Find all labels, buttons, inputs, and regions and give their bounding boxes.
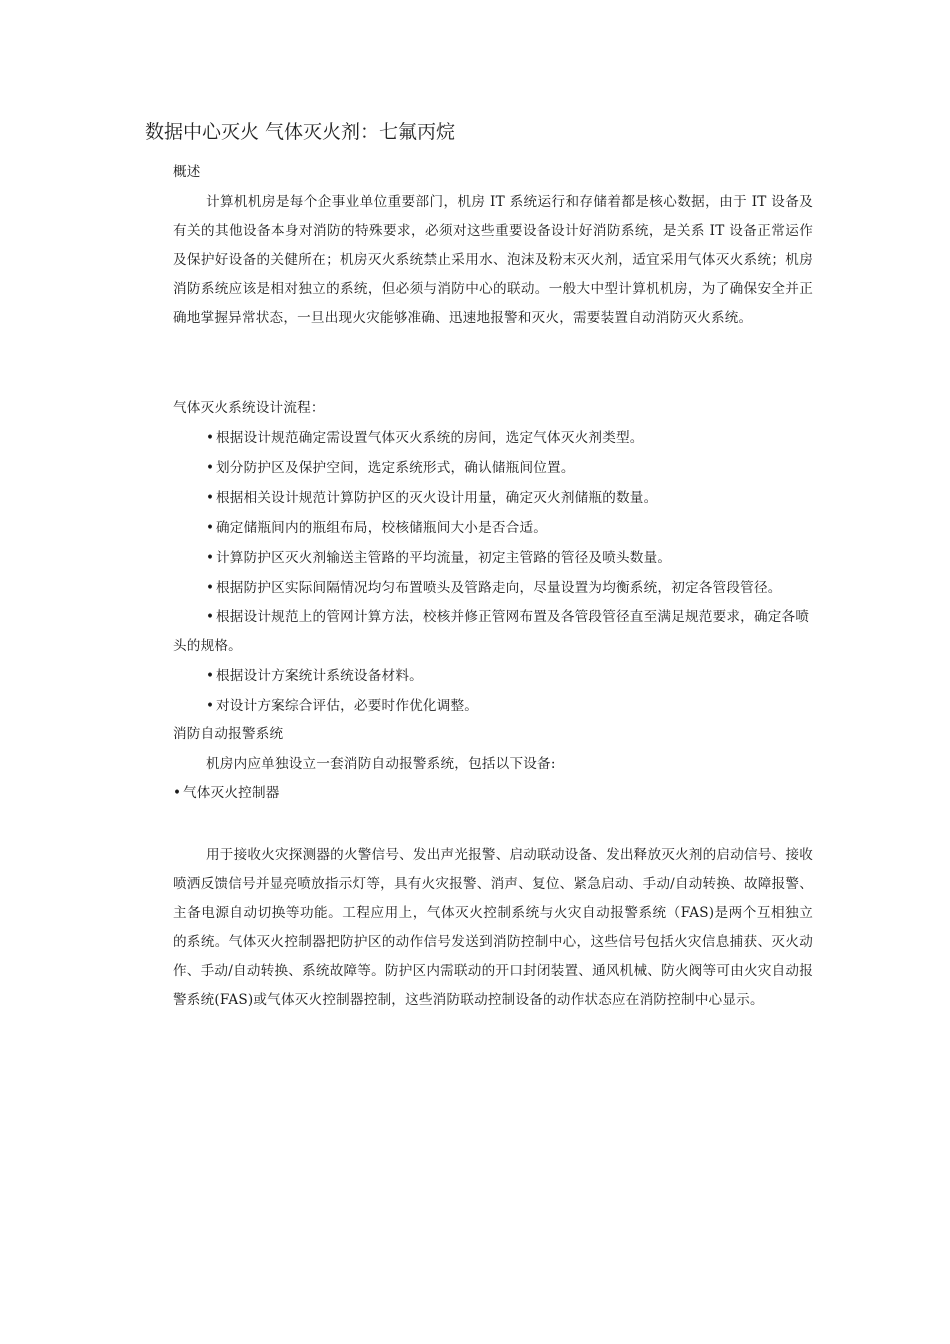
bullet-icon: • [206, 520, 215, 536]
design-step-text: 根据设计规范确定需设置气体灭火系统的房间，选定气体灭火剂类型。 [216, 430, 644, 446]
bullet-icon: • [206, 580, 215, 596]
alarm-device-text: 气体灭火控制器 [183, 785, 280, 801]
bullet-icon: • [206, 698, 215, 714]
bullet-icon: • [206, 609, 215, 625]
alarm-system-heading: 消防自动报警系统 [173, 726, 284, 742]
design-step-text: 根据设计方案统计系统设备材料。 [216, 668, 423, 684]
design-step-text: 划分防护区及保护空间，选定系统形式，确认储瓶间位置。 [216, 460, 575, 476]
design-step-text: 对设计方案综合评估，必要时作优化调整。 [216, 698, 479, 714]
bullet-icon: • [206, 550, 215, 566]
overview-paragraph: 计算机机房是每个企事业单位重要部门，机房 IT 系统运行和存储着都是核心数据，由于 IT 设备及有关的其他设备本身对消防的特殊要求，必须对这些重要设备设计好消防系统，是关系 IT 设备正常运作及保护好设备的关健所在；机房灭火系统禁止采用水、泡沫及粉末灭火剂，适宜采用气体灭火系统；机房消防系统应该是相对独立的系统，但必须与消防中心的联动。一般大中型计算机机房，为了确保安全并正确地掌握异常状态，一旦出现火灾能够准确、迅速地报警和灭火，需要装置自动消防灭火系统。 [173, 194, 813, 326]
design-step-3 [173, 484, 813, 513]
design-step-7 [173, 603, 813, 661]
design-process-heading: 气体灭火系统设计流程： [173, 400, 325, 416]
design-step-2 [173, 454, 813, 483]
design-step-text: 根据设计规范上的管网计算方法，校核并修正管网布置及各管段管径直至满足规范要求，确定各喷头的规格。 [173, 609, 810, 654]
design-step-6 [173, 574, 813, 603]
design-step-9 [173, 692, 813, 721]
bullet-icon: • [206, 668, 215, 684]
design-step-5 [173, 544, 813, 573]
alarm-system-paragraph: 用于接收火灾探测器的火警信号、发出声光报警、启动联动设备、发出释放灭火剂的启动信号、接收喷洒反馈信号并显亮喷放指示灯等，具有火灾报警、消声、复位、紧急启动、手动/自动转换、故障报警、主备电源自动切换等功能。工程应用上，气体灭火控制系统与火灾自动报警系统（FAS)是两个互相独立的系统。气体灭火控制器把防护区的动作信号发送到消防控制中心，这些信号包括火灾信息捕获、灭火动作、手动/自动转换、系统故障等。防护区内需联动的开口封闭装置、通风机械、防火阀等可由火灾自动报警系统(FAS)或气体灭火控制器控制，这些消防联动控制设备的动作状态应在消防控制中心显示。 [173, 847, 813, 1008]
bullet-icon: • [173, 785, 182, 801]
design-step-text: 根据防护区实际间隔情况均匀布置喷头及管路走向，尽量设置为均衡系统，初定各管段管径。 [216, 580, 782, 596]
design-step-1 [173, 424, 813, 453]
design-step-4 [173, 514, 813, 543]
alarm-device-item [173, 779, 813, 808]
bullet-icon: • [206, 460, 215, 476]
bullet-icon: • [206, 430, 215, 446]
design-step-8 [173, 662, 813, 691]
overview-heading: 概述 [173, 164, 201, 180]
design-step-text: 根据相关设计规范计算防护区的灭火设计用量，确定灭火剂储瓶的数量。 [216, 490, 658, 506]
document-title: 数据中心灭火 气体灭火剂：七氟丙烷 [145, 121, 456, 143]
design-step-text: 计算防护区灭火剂输送主管路的平均流量，初定主管路的管径及喷头数量。 [216, 550, 672, 566]
design-step-text: 确定储瓶间内的瓶组布局，校核储瓶间大小是否合适。 [216, 520, 548, 536]
alarm-system-intro: 机房内应单独设立一套消防自动报警系统，包括以下设备: [206, 756, 556, 772]
bullet-icon: • [206, 490, 215, 506]
